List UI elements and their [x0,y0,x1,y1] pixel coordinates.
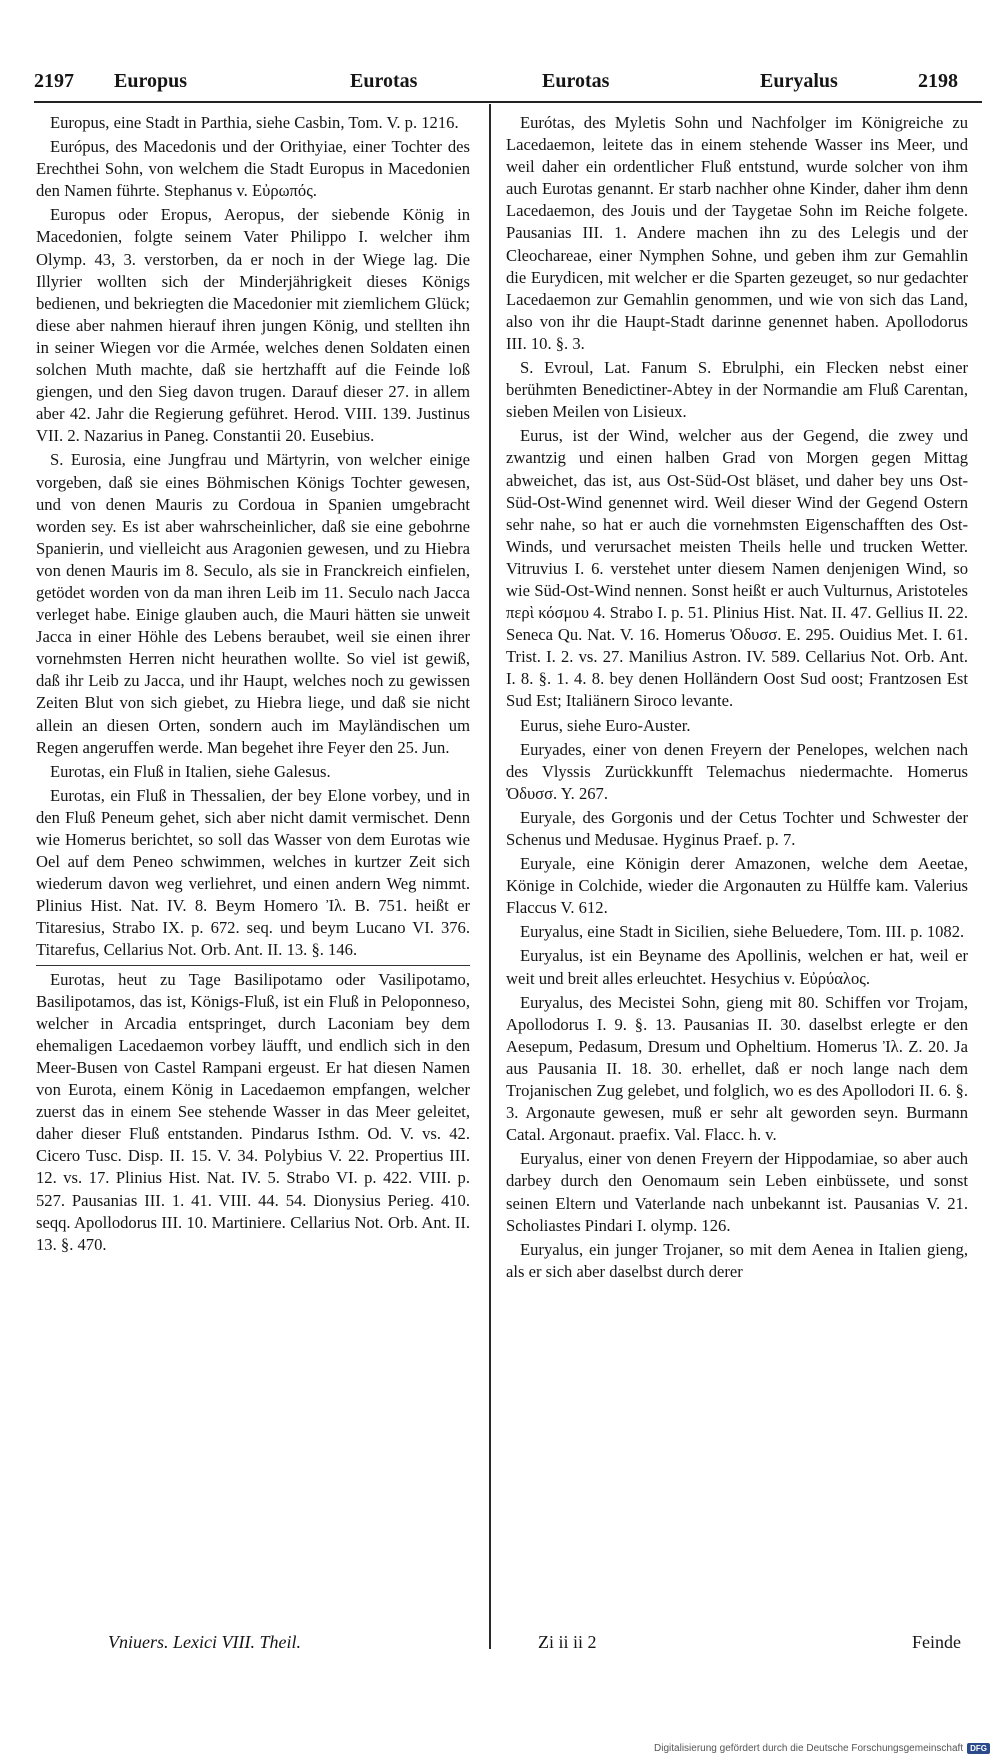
entry-euryades: Euryades, einer von denen Freyern der Penelopes, welchen nach des Vlyssis Zurückkunfft Telemachus niedermachte. Homerus Ὀδυσσ. Υ. 267. [506,739,968,803]
center-left-header-keyword: Eurotas [350,70,418,92]
right-column [506,112,968,1285]
left-page-number: 2197 [34,70,74,92]
column-divider [489,104,491,1649]
entry-euryalus-freyer: Euryalus, einer von denen Freyern der Hippodamiae, so aber auch darbey durch den Oenomaum sein Leben einbüssete, und sonst seinen Eltern und Vaterlande nach unbekannt ist. Pausanias V. 21. Scholiastes Pindari I. olymp. 126. [506,1149,968,1235]
entry-euryale-amazone: Euryale, eine Königin derer Amazonen, welche dem Aeetae, Könige in Colchide, wieder die Argonauten zu Hülffe kam. Valerius Flaccus V. 612. [506,854,968,918]
signature-mark: Zi ii ii 2 [538,1632,597,1652]
entry-euryalus-stadt: Euryalus, eine Stadt in Sicilien, siehe Beluedere, Tom. III. p. 1082. [520,922,965,942]
entry-eurotas-koenig: Eurótas, des Myletis Sohn und Nachfolger im Königreiche zu Lacedaemon, leitete das in einem stehende Wasser ins Meer, und weil daher ein ordentlicher Fluß entstund, wurde solcher von ihm auch Eurotas genannt. Er starb nachher ohne Kinder, daher ihm denn Lacedaemon, des Jouis und der Taygetae Sohn im Reiche folgete. Pausanias III. 1. Andere machen ihn zu des Lelegis und der Cleochareae, einer Nymphen Sohne, und geben ihm zur Gemahlin die Eurydicen, mit welcher er die Sparten gezeuget, so nur gedachter Lacedaemon zur Gemahlin genommen, und wie von sich das Land, also von ihr die Haupt-Stadt darinne genennet haben. Apollodorus III. 10. §. 3. [506,113,968,353]
entry-eurotas-peloponnes: Eurotas, heut zu Tage Basilipotamo oder Vasilipotamo, Basilipotamos, das ist, Königs-Fluß, ist ein Fluß in Peloponneso, welcher in Arcadia entspringet, durch Laconiam bey dem ehemaligen Lacedaemon vorbey läufft, und endlich sich in den Meer-Busen von Castel Rampani ergeust. Er hat diesen Namen von Eurota, einem König in Lacedaemon empfangen, welcher zuerst das in einem See stehende Wasser in das Meer geleitet, daher dieser Fluß entstanden. Pindarus Isthm. Od. V. vs. 42. Cicero Tusc. Disp. II. 15. V. 34. Polybius V. 22. Propertius III. 12. vs. 17. Plinius Hist. Nat. IV. 5. Strabo VI. p. 422. VIII. p. 527. Pausanias III. 1. 41. VIII. 44. 54. Dionysius Perieg. 410. seqq. Apollodorus III. 10. Martiniere. Cellarius Not. Orb. Ant. II. 13. §. 470. [36,965,470,1256]
center-right-header-keyword: Eurotas [542,70,610,92]
dfg-logo: DFG [967,1743,990,1754]
credit-text: Digitalisierung gefördert durch die Deutsche Forschungsgemeinschaft [654,1743,964,1754]
digitization-credit [654,1743,990,1754]
signature-note: Vniuers. Lexici VIII. Theil. [108,1632,301,1652]
entry-europus-sohn: Európus, des Macedonis und der Orithyiae, einer Tochter des Erechthei Sohn, von welchem die Stadt Europus in Macedonien den Namen führte. Stephanus v. Εὐρωπός. [36,137,470,201]
catchword: Feinde [912,1632,961,1652]
left-column [36,112,470,1258]
entry-euryalus-beyname: Euryalus, ist ein Beyname des Apollinis, welchen er hat, weil er weit und breit alles erleuchtet. Hesychius v. Εὐρύαλος. [506,946,968,988]
right-page-number: 2198 [918,70,958,92]
entry-euryale-gorgonis: Euryale, des Gorgonis und der Cetus Tochter und Schwester der Schenus und Medusae. Hyginus Praef. p. 7. [506,807,968,849]
entry-europus-stadt: Europus, eine Stadt in Parthia, siehe Casbin, Tom. V. p. 1216. [50,113,459,132]
entry-eurotas-thessalien: Eurotas, ein Fluß in Thessalien, der bey Elone vorbey, und in den Fluß Peneum gehet, sich aber nicht damit vermischet. Denn wie Homerus berichtet, so soll das Wasser von dem Eurotas wie Oel auf dem Peneo schwimmen, welches in kurtzer Zeit sich wiederum davon weg verliehret, und einen andern Weg nimmt. Plinius Hist. Nat. IV. 8. Beym Homero Ἰλ. Β. 751. heißt er Titaresius, Strabo IX. p. 672. seq. und beym Lucano VI. 376. Titarefus, Cellarius Not. Orb. Ant. II. 13. §. 146. [36,785,470,960]
entry-euryalus-mecistei: Euryalus, des Mecistei Sohn, gieng mit 80. Schiffen vor Trojam, Apollodorus I. 9. §. 13. Pausanias II. 30. daselbst erlegte er den Aesepum, Pedasum, Dresum und Opheltium. Homerus Ἰλ. Ζ. 20. Ja aus Pausania II. 18. 30. erhellet, daß er noch lange nach dem Trojanischen Zug gelebet, und folglich, wo es des Apollodori II. 6. §. 3. Argonaute gewesen, muß er sehr alt geworden seyn. Burmann Catal. Argonaut. praefix. Val. Flacc. h. v. [506,992,968,1145]
entry-europus-koenig: Europus oder Eropus, Aeropus, der siebende König in Macedonien, folgte seinem Vater Philippo I. welcher ihm Olymp. 43, 3. verstorben, da er noch in der Wiege lag. Die Illyrier wollten sich der Minderjährigkeit dieses Königs bedienen, und bekriegten die Macedonier mit ziemlichem Glück; diese aber nahmen hierauf ihren jungen König, und stellten ihn in seiner Wiegen vor die Armée, welches denen Soldaten einen solchen Muth machte, daß sie hertzhafft auf die Feinde loß giengen, und den Sieg davon trugen. Darauf dieser 27. in allem aber 42. Jahr die Regierung geführet. Herod. VIII. 139. Justinus VII. 2. Nazarius in Paneg. Constantii 20. Eusebius. [36,205,470,446]
entry-s-eurosia: S. Eurosia, eine Jungfrau und Märtyrin, von welcher einige vorgeben, daß sie eines Böhmischen Königs Tochter gewesen, und von denen Mauris zu Cordoua in Spanien umgebracht worden sey. Es ist aber wahrscheinlicher, daß sie eine gebohrne Spanierin, und vielleicht aus Aragonien gewesen, und zu Hiebra von denen Mauris im 8. Seculo, als sie in Franckreich einfielen, getödet worden von da man ihren Leib im 11. Seculo nach Jacca verleget habe. Einige glauben auch, die Mauri hätten sie unweit Jacca in einer Höhle des Lebens beraubet, weil sie einen ihrer vornehmsten Herren nicht heurathen wollte. So viel ist gewiß, daß ihr Leib zu Jacca, und ihr Haupt, welches noch zu gewissen Zeiten Blut von sich giebet, zu Hiebra liege, und daß sie nicht allein an diesen Orten, sondern auch im Mayländischen um Regen angeruffen werde. Man begehet ihre Feyer den 25. Jun. [36,450,470,757]
left-header-keyword: Europus [114,70,188,92]
entry-eurus-verweis: Eurus, siehe Euro-Auster. [520,715,691,735]
entry-euryalus-trojaner: Euryalus, ein junger Trojaner, so mit dem Aenea in Italien gieng, als er sich aber daselbst durch derer [506,1239,968,1281]
entry-eurotas-italien: Eurotas, ein Fluß in Italien, siehe Galesus. [50,761,331,781]
header-rule [34,101,982,103]
entry-eurus-wind: Eurus, ist der Wind, welcher aus der Gegend, die zwey und zwantzig und einen halben Grad von Morgen gegen Mittag abweichet, das ist, aus Ost-Süd-Ost bläset, und daher bey uns Ost-Süd-Ost-Wind genennet wird. Weil dieser Wind der Gegend Ostern sehr nahe, so hat er auch die vornehmsten Eigenschafften des Ost-Winds, und verursachet meisten Theils helle und trucken Wetter. Vitruvius I. 6. verstehet unter diesem Namen denjenigen Wind, so wie Süd-Ost-Wind nennen. Sonst heißt er auch Vulturnus, Aristoteles περὶ κόσμου 4. Strabo I. p. 51. Plinius Hist. Nat. II. 47. Gellius II. 22. Seneca Qu. Nat. V. 16. Homerus Ὀδυσσ. Ε. 295. Ouidius Met. I. 61. Trist. I. 2. vs. 27. Manilius Astron. IV. 589. Cellarius Not. Orb. Ant. I. 8. §. 1. 4. 8. bey denen Holländern Oost Sud oost; Frantzosen Est Sud Est; Italiänern Siroco levante. [506,426,968,711]
running-header [34,70,986,100]
entry-s-evroul: S. Evroul, Lat. Fanum S. Ebrulphi, ein Flecken nebst einer berühmten Benedictiner-Abtey in der Normandie am Fluß Carentan, sieben Meilen von Lisieux. [506,358,968,422]
right-header-keyword: Euryalus [760,70,838,92]
